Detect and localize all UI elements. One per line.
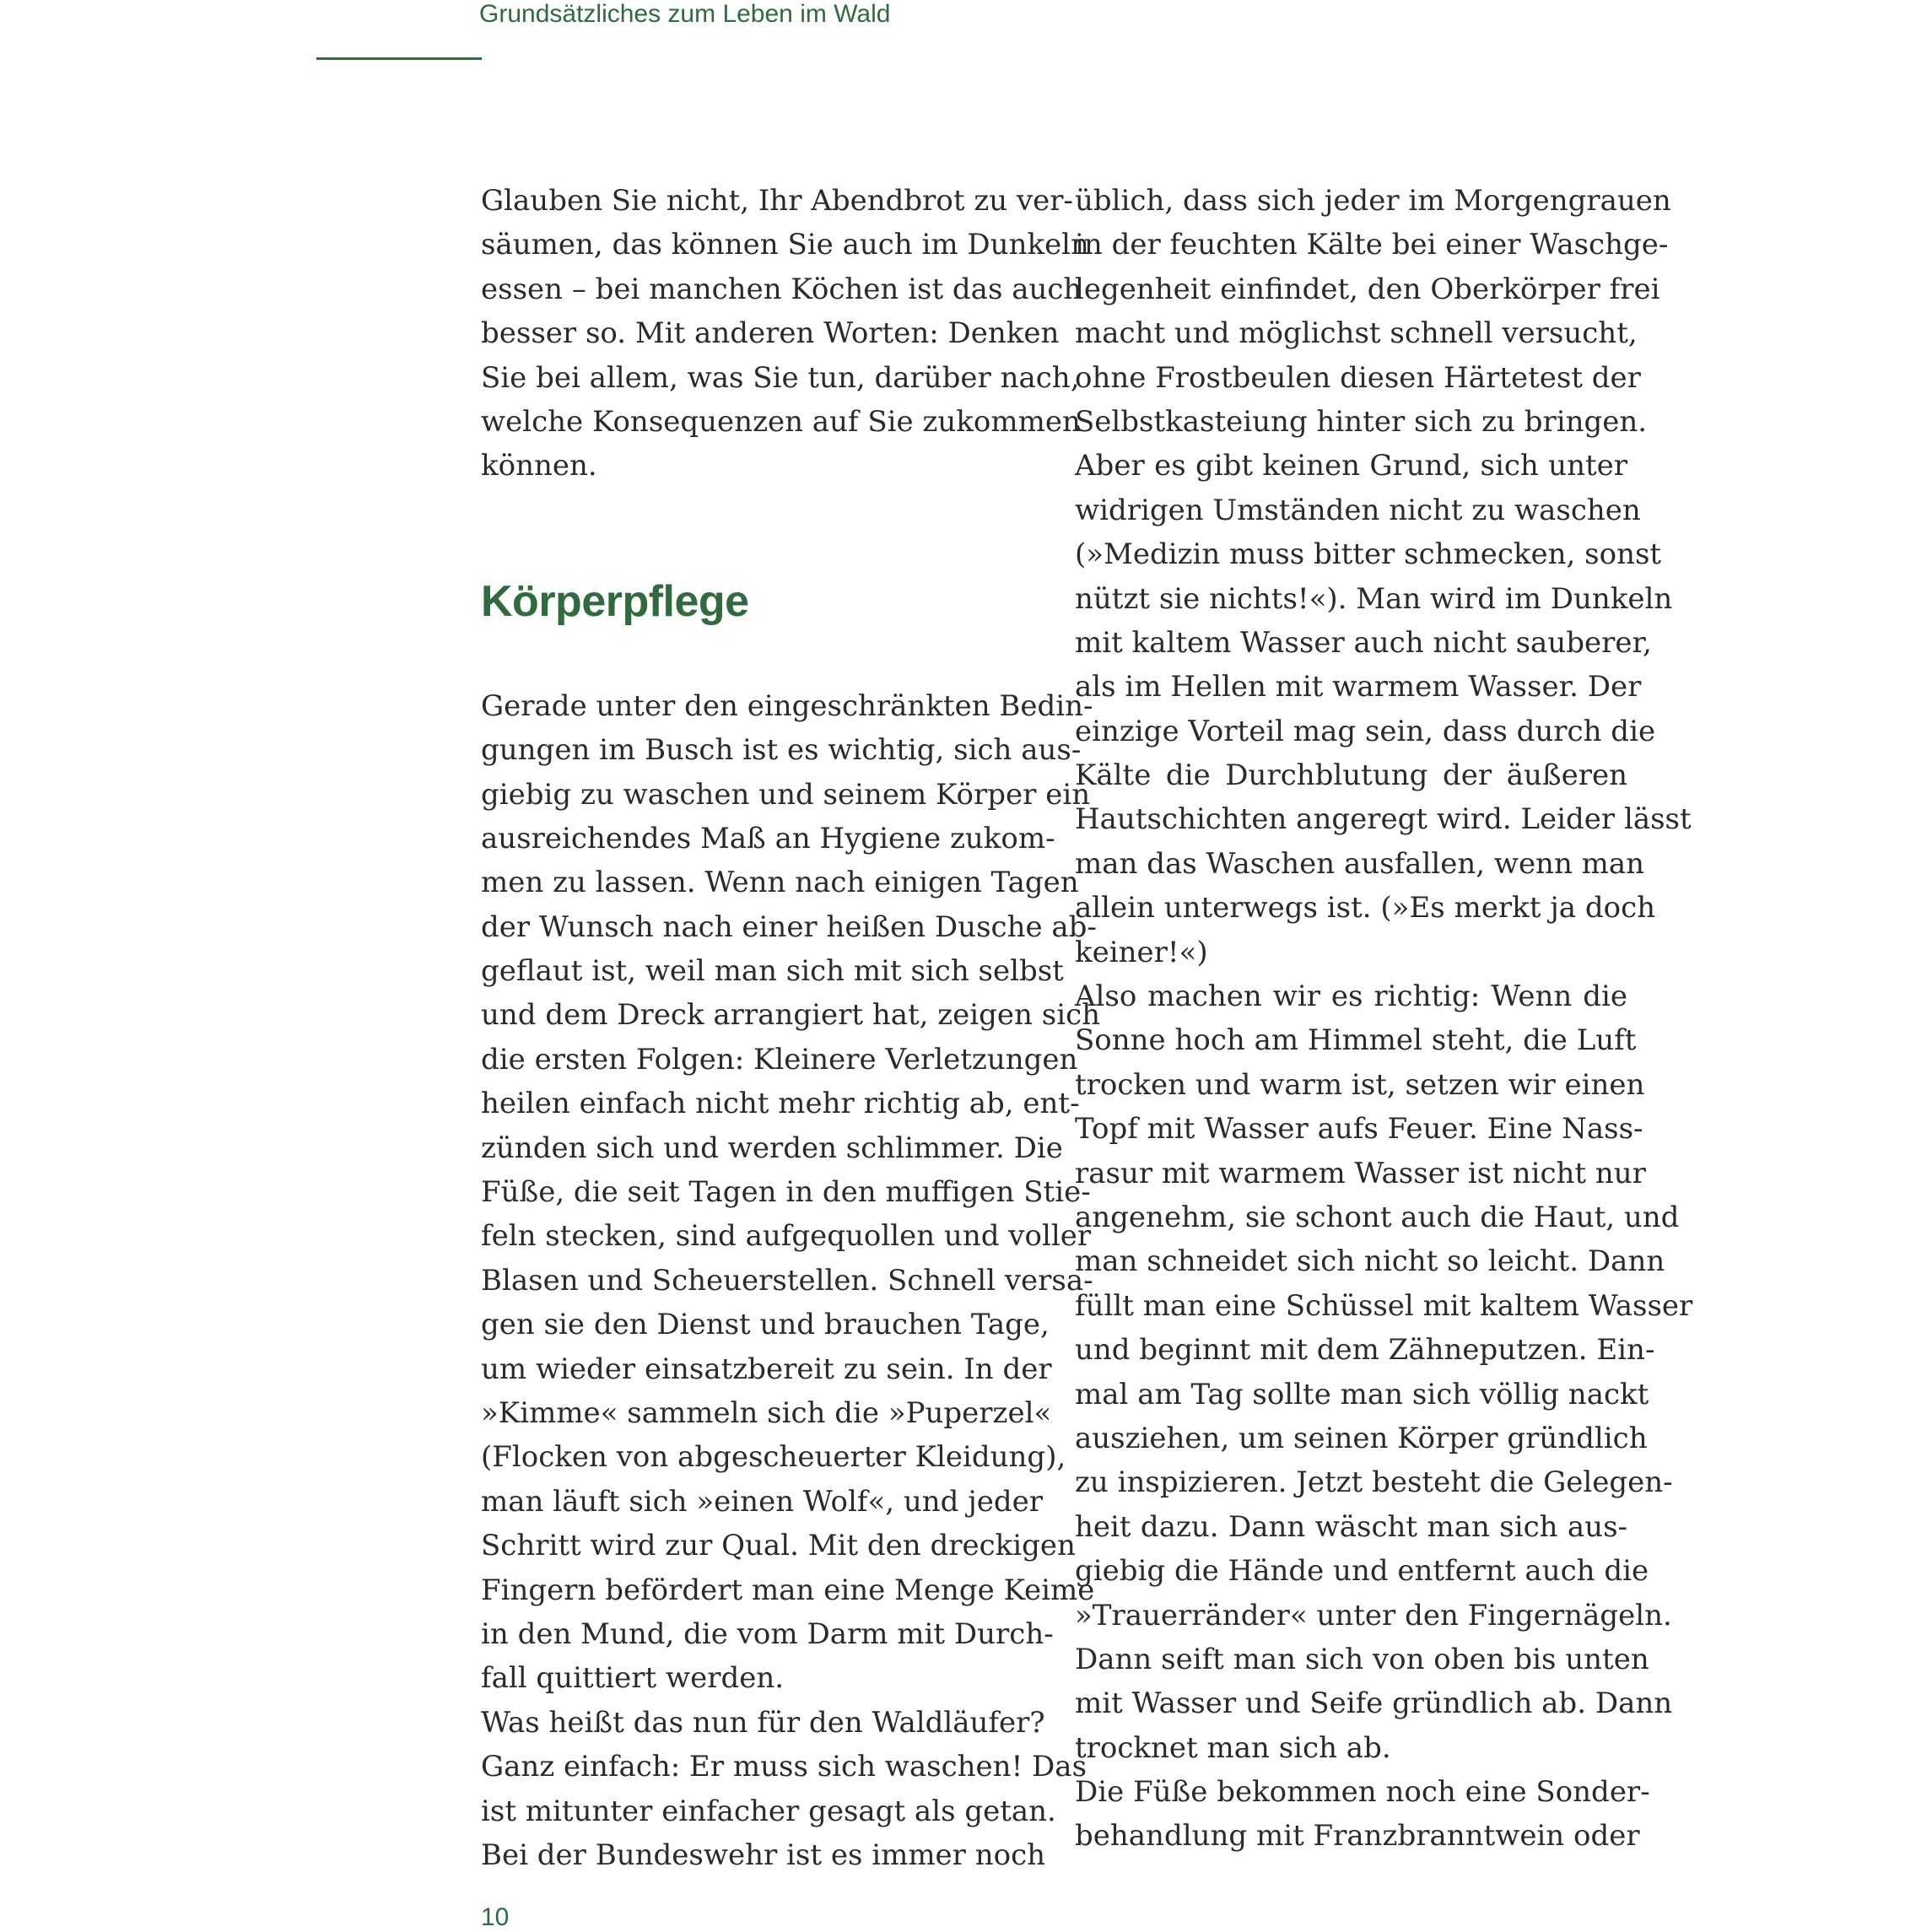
text-line: ausreichendes Maß an Hygiene zukom-	[481, 821, 1055, 855]
text-line: Also machen wir es richtig: Wenn die	[1075, 979, 1627, 1014]
text-line: und dem Dreck arrangiert hat, zeigen sich	[481, 998, 1101, 1033]
text-line: man schneidet sich nicht so leicht. Dann	[1075, 1244, 1665, 1279]
text-line: Dann seift man sich von oben bis unten	[1075, 1642, 1649, 1676]
text-line: feln stecken, sind aufgequollen und voller	[481, 1219, 1092, 1254]
text-line: säumen, das können Sie auch im Dunkeln	[481, 228, 1089, 262]
text-line: gen sie den Dienst und brauchen Tage,	[481, 1308, 1050, 1342]
text-line: Gerade unter den eingeschränkten Bedin-	[481, 688, 1093, 723]
header-rule	[316, 57, 482, 60]
text-line: um wieder einsatzbereit zu sein. In der	[481, 1352, 1052, 1386]
text-line: ausziehen, um seinen Körper gründlich	[1075, 1421, 1648, 1455]
text-line: in den Mund, die vom Darm mit Durch-	[481, 1616, 1054, 1651]
text-line: essen – bei manchen Köchen ist das auch	[481, 272, 1082, 306]
spacer	[481, 488, 1033, 576]
section-heading: Körperpflege	[481, 576, 749, 626]
text-line: Schritt wird zur Qual. Mit den dreckigen	[481, 1529, 1076, 1563]
text-line: (Flocken von abgescheuerter Kleidung),	[481, 1440, 1066, 1475]
body-paragraph	[481, 684, 1101, 1878]
text-line: mal am Tag sollte man sich völlig nackt	[1075, 1377, 1649, 1411]
spacer	[481, 627, 1033, 684]
text-line: giebig zu waschen und seinem Körper ein	[481, 777, 1091, 812]
text-line: zu inspizieren. Jetzt besteht die Gelegen-	[1075, 1465, 1673, 1500]
text-line: üblich, dass sich jeder im Morgengrauen	[1075, 184, 1671, 218]
text-line: trocken und warm ist, setzen wir einen	[1075, 1067, 1645, 1102]
text-line: ohne Frostbeulen diesen Härtetest der	[1075, 360, 1641, 395]
text-line: giebig die Hände und entfernt auch die	[1075, 1554, 1649, 1589]
text-line: fall quittiert werden.	[481, 1661, 785, 1696]
text-line: mit kaltem Wasser auch nicht sauberer,	[1075, 625, 1652, 660]
text-line: widrigen Umständen nicht zu waschen	[1075, 493, 1641, 527]
text-line: die ersten Folgen: Kleinere Verletzungen	[481, 1042, 1078, 1077]
text-line: rasur mit warmem Wasser ist nicht nur	[1075, 1156, 1646, 1190]
intro-paragraph	[481, 179, 1089, 488]
right-text-column	[1075, 179, 1693, 1859]
text-line: »Kimme« sammeln sich die »Puperzel«	[481, 1395, 1052, 1430]
text-line: man das Waschen ausfallen, wenn man	[1075, 846, 1645, 881]
text-line: mit Wasser und Seife gründlich ab. Dann	[1075, 1686, 1673, 1721]
text-line: Aber es gibt keinen Grund, sich unter	[1075, 449, 1627, 483]
text-line: gungen im Busch ist es wichtig, sich aus-	[481, 733, 1082, 768]
text-line: Fingern befördert man eine Menge Keime	[481, 1573, 1095, 1607]
text-line: legenheit einfindet, den Oberkörper frei	[1075, 272, 1660, 306]
text-line: der Wunsch nach einer heißen Dusche ab-	[481, 909, 1097, 944]
text-line: Selbstkasteiung hinter sich zu bringen.	[1075, 404, 1648, 439]
text-line: men zu lassen. Wenn nach einigen Tagen	[481, 866, 1079, 900]
text-line: behandlung mit Franzbranntwein oder	[1075, 1819, 1640, 1854]
text-line: allein unterwegs ist. (»Es merkt ja doch	[1075, 891, 1656, 926]
text-line: Sonne hoch am Himmel steht, die Luft	[1075, 1023, 1637, 1058]
text-line: besser so. Mit anderen Worten: Denken	[481, 316, 1060, 351]
text-line: »Trauerränder« unter den Fingernägeln.	[1075, 1598, 1672, 1632]
text-line: Was heißt das nun für den Waldläufer?	[481, 1705, 1045, 1740]
text-line: nützt sie nichts!«). Man wird im Dunkeln	[1075, 581, 1673, 616]
text-line: füllt man eine Schüssel mit kaltem Wasser	[1075, 1288, 1693, 1323]
text-line: (»Medizin muss bitter schmecken, sonst	[1075, 537, 1662, 572]
text-line: Kälte die Durchblutung der äußeren	[1075, 758, 1627, 793]
text-line: trocknet man sich ab.	[1075, 1730, 1391, 1765]
text-line: geflaut ist, weil man sich mit sich selbst	[481, 954, 1064, 989]
text-line: können.	[481, 449, 597, 483]
text-line: Sie bei allem, was Sie tun, darüber nach,	[481, 360, 1080, 395]
running-head-title: Grundsätzliches zum Leben im Wald	[479, 0, 891, 28]
text-line: Füße, die seit Tagen in den muffigen Stie-	[481, 1175, 1091, 1210]
text-line: Glauben Sie nicht, Ihr Abendbrot zu ver-	[481, 184, 1074, 218]
text-line: Blasen und Scheuerstellen. Schnell versa-	[481, 1263, 1093, 1298]
text-line: macht und möglichst schnell versucht,	[1075, 316, 1638, 351]
page-number: 10	[481, 1903, 510, 1931]
text-line: einzige Vorteil mag sein, dass durch die	[1075, 714, 1656, 748]
text-line: als im Hellen mit warmem Wasser. Der	[1075, 670, 1642, 704]
text-line: Ganz einfach: Er muss sich waschen! Das	[481, 1750, 1087, 1784]
text-line: Die Füße bekommen noch eine Sonder-	[1075, 1775, 1650, 1810]
text-line: ist mitunter einfacher gesagt als getan.	[481, 1794, 1056, 1828]
text-line: Hautschichten angeregt wird. Leider lässt	[1075, 802, 1692, 837]
text-line: Bei der Bundeswehr ist es immer noch	[481, 1838, 1046, 1872]
text-line: welche Konsequenzen auf Sie zukommen	[481, 404, 1081, 439]
text-line: keiner!«)	[1075, 935, 1208, 969]
text-line: heit dazu. Dann wäscht man sich aus-	[1075, 1509, 1627, 1544]
text-line: zünden sich und werden schlimmer. Die	[481, 1131, 1063, 1165]
text-line: und beginnt mit dem Zähneputzen. Ein-	[1075, 1333, 1655, 1368]
left-text-column	[481, 179, 1101, 1877]
text-line: in der feuchten Kälte bei einer Waschge-	[1075, 228, 1669, 262]
text-line: heilen einfach nicht mehr richtig ab, ent-	[481, 1087, 1080, 1121]
text-line: Topf mit Wasser aufs Feuer. Eine Nass-	[1075, 1112, 1643, 1147]
text-line: man läuft sich »einen Wolf«, und jeder	[481, 1484, 1044, 1519]
text-line: angenehm, sie schont auch die Haut, und	[1075, 1200, 1680, 1234]
